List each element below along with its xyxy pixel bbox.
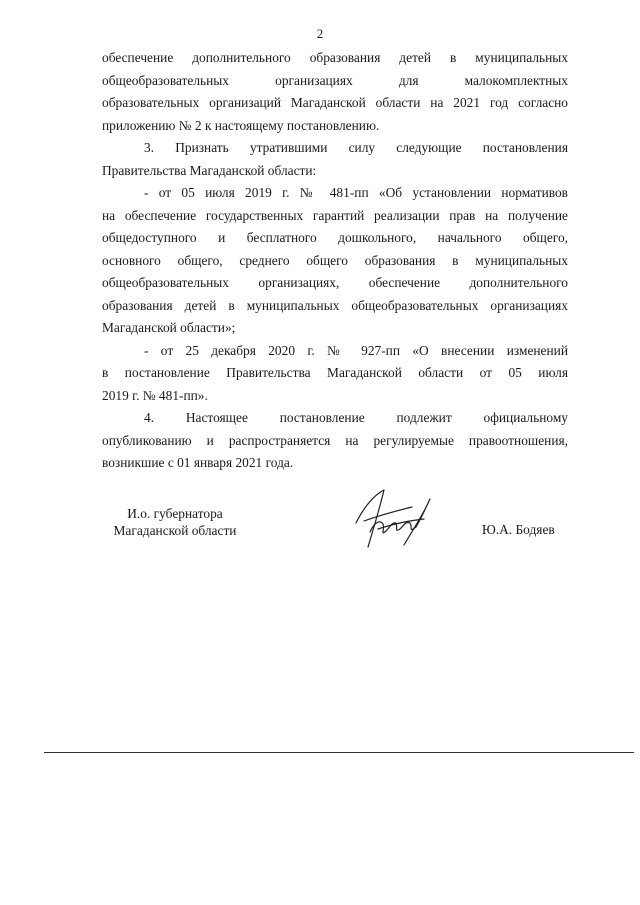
paragraph-3 <box>102 182 568 340</box>
signer-title-line: Магаданской области <box>113 523 237 538</box>
text-line: 3. Признать утратившими силу следующие постановления <box>144 140 568 155</box>
text-line: 2019 г. № 481-пп». <box>102 387 208 403</box>
text-line: основного общего, среднего общего образования в муниципальных <box>102 252 568 268</box>
text-line: общеобразовательных организациях, обеспечение дополнительного <box>102 275 568 290</box>
paragraph-2 <box>102 137 568 182</box>
text-line: общедоступного и бесплатного дошкольного, начального общего, <box>102 230 568 245</box>
text-line: возникшие с 01 января 2021 года. <box>102 455 294 470</box>
signature-block <box>0 505 640 575</box>
text-line: обеспечение дополнительного образования детей в муниципальных <box>102 50 568 65</box>
handwritten-signature <box>350 487 440 553</box>
text-line: на обеспечение государственных гарантий реализации прав на получение <box>102 207 568 223</box>
signer-name: Ю.А. Бодяев <box>482 522 555 537</box>
text-line: общеобразовательных организациях для малокомплектных <box>102 72 568 88</box>
text-line: Магаданской области»; <box>102 320 236 335</box>
text-line: - от 05 июля 2019 г. № 481-пп «Об установлении нормативов <box>144 185 568 200</box>
text-line: Правительства Магаданской области: <box>102 162 317 178</box>
text-line: образования детей в муниципальных общеобразовательных организациях <box>102 297 568 313</box>
text-line: опубликованию и распространяется на регулируемые правоотношения, <box>102 432 568 448</box>
text-line: - от 25 декабря 2020 г. № 927-пп «О внесении изменений <box>144 342 568 358</box>
text-line: образовательных организаций Магаданской области на 2021 год согласно <box>102 95 568 110</box>
paragraph-4 <box>102 340 568 408</box>
text-line: 4. Настоящее постановление подлежит официальному <box>144 410 568 425</box>
text-line: в постановление Правительства Магаданской области от 05 июля <box>102 365 568 380</box>
bottom-divider <box>44 752 634 753</box>
signer-title-line: И.о. губернатора <box>127 506 223 521</box>
paragraph-1 <box>102 47 568 137</box>
paragraph-5 <box>102 407 568 475</box>
signer-title <box>90 505 260 539</box>
document-body <box>102 47 568 475</box>
page-number: 2 <box>316 26 324 41</box>
text-line: приложению № 2 к настоящему постановлению. <box>102 117 380 133</box>
